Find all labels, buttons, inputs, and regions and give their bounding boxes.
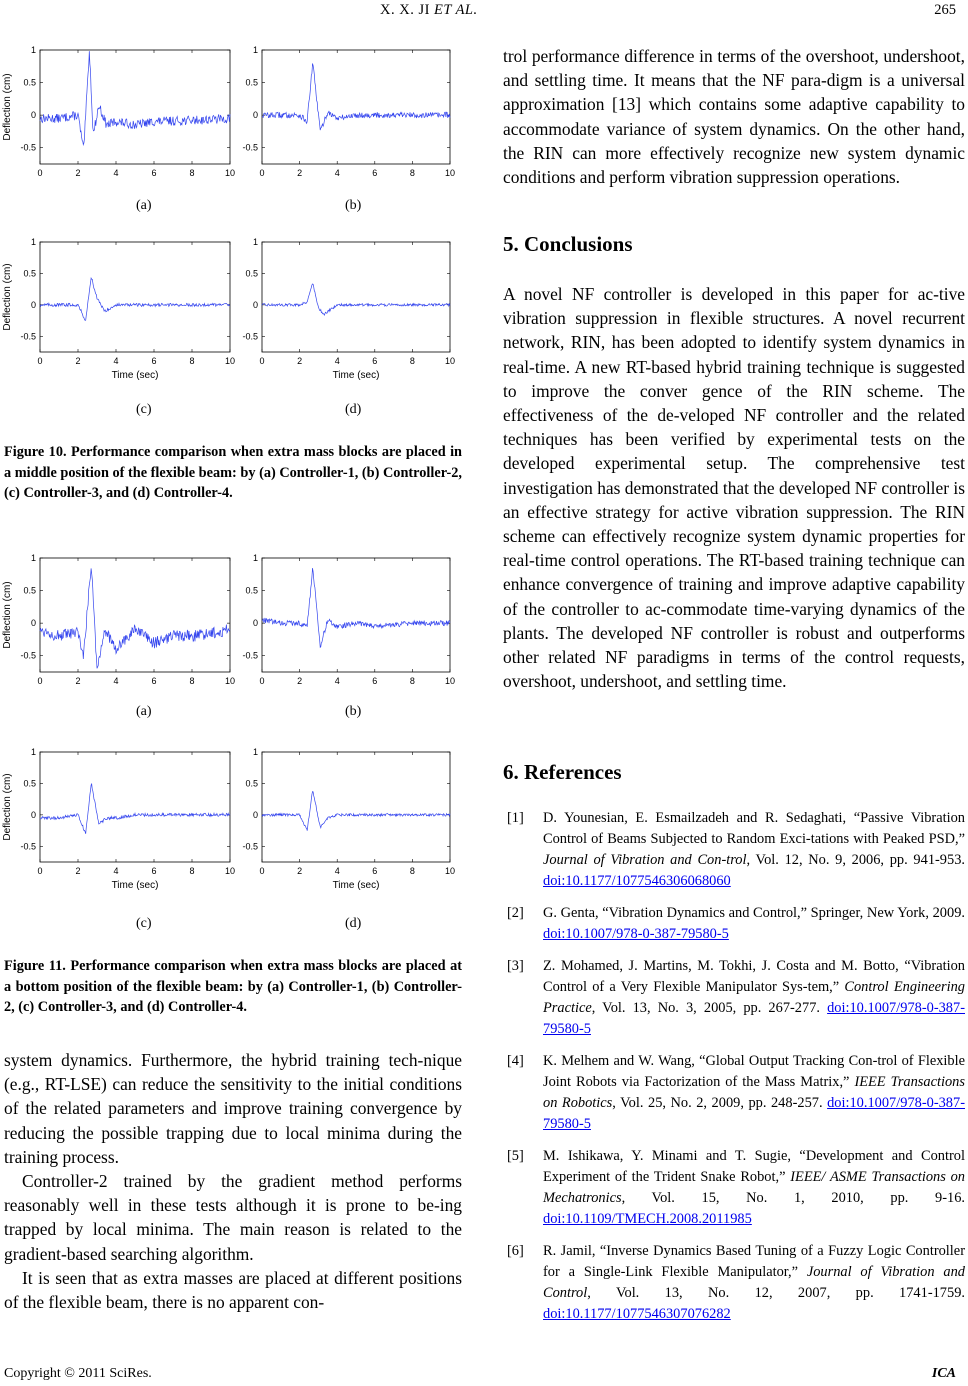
plot-canvas [0, 742, 240, 900]
x-tick-label: 0 [259, 168, 265, 178]
x-tick-label: 4 [334, 356, 340, 366]
y-tick-label: -0.5 [20, 650, 36, 661]
reference-text: K. Melhem and W. Wang, “Global Output Tracking Con-trol of Flexible Joint Robots via Factorization of the Mass Matrix,” [543, 1053, 965, 1090]
series-line [262, 792, 450, 831]
x-tick-label: 4 [113, 866, 119, 876]
plot-canvas [0, 232, 240, 390]
x-tick-label: 6 [372, 168, 378, 178]
series-line [262, 64, 450, 131]
plot-canvas [236, 40, 462, 190]
y-tick-label: 1 [30, 45, 36, 55]
reference-details: , Vol. 13, No. 3, 2005, pp. 267-277. [591, 1000, 828, 1016]
x-tick-label: 6 [372, 866, 378, 876]
x-tick-label: 2 [75, 676, 81, 686]
reference-doi-link[interactable]: doi:10.1177/1077546306068060 [543, 873, 731, 889]
reference-details: , Vol. 25, No. 2, 2009, pp. 248-257. [612, 1095, 828, 1111]
journal-abbreviation: ICA [931, 1366, 956, 1381]
x-tick-label: 0 [259, 676, 265, 686]
y-tick-label: 1 [252, 45, 258, 55]
page-number: 265 [934, 2, 956, 18]
x-tick-label: 10 [224, 356, 236, 366]
plot-frame [262, 242, 450, 352]
series-line [40, 51, 230, 144]
plot-frame [262, 50, 450, 164]
figure11-label-b: (b) [345, 704, 362, 719]
x-tick-label: 6 [151, 866, 157, 876]
reference-journal: Control Engineering Practice [543, 979, 965, 1016]
y-tick-label: -0.5 [20, 331, 36, 342]
reference-doi-link[interactable]: doi:10.1007/978-0-387-79580-5 [543, 1095, 965, 1132]
x-tick-label: 4 [334, 866, 340, 876]
reference-item [503, 808, 965, 892]
y-tick-label: 1 [30, 553, 36, 563]
x-tick-label: 8 [189, 356, 195, 366]
reference-text: D. Younesian, E. Esmailzadeh and R. Sedaghati, “Passive Vibration Control of Beams Subjected to Random Exci-tations with Peaked PSD,” [543, 810, 965, 847]
x-tick-label: 6 [372, 676, 378, 686]
x-tick-label: 0 [37, 866, 43, 876]
right-body-top [503, 44, 965, 189]
x-tick-label: 0 [259, 866, 265, 876]
y-tick-label: 1 [30, 747, 36, 757]
y-tick-label: 1 [30, 237, 36, 247]
x-tick-label: 8 [189, 676, 195, 686]
plot-frame [262, 752, 450, 862]
y-axis-label: Deflection (cm) [2, 773, 13, 841]
plot-canvas [236, 742, 462, 900]
x-tick-label: 4 [334, 676, 340, 686]
plot-frame [40, 558, 230, 672]
x-tick-label: 10 [224, 168, 236, 178]
y-tick-label: 0.5 [245, 778, 258, 789]
reference-number: [1] [507, 810, 524, 826]
y-tick-label: 0.5 [245, 268, 258, 279]
y-tick-label: -0.5 [242, 841, 258, 852]
figure10-plot-d [236, 232, 462, 390]
figure10-plot-c [0, 232, 240, 390]
reference-text: M. Ishikawa, Y. Minami and T. Sugie, “Development and Control Experiment of the Trident Snake Robot,” [543, 1148, 965, 1185]
reference-item [503, 1051, 965, 1135]
y-tick-label: 0.5 [23, 77, 36, 88]
reference-doi-link[interactable]: doi:10.1109/TMECH.2008.2011985 [543, 1211, 752, 1227]
reference-text: G. Genta, “Vibration Dynamics and Control,” Springer, New York, 2009. [543, 905, 965, 921]
reference-doi-link[interactable]: doi:10.1007/978-0-387-79580-5 [543, 926, 729, 942]
x-tick-label: 10 [224, 676, 236, 686]
reference-item [503, 1146, 965, 1230]
reference-journal: Journal of Vibration and Con-trol [543, 852, 747, 868]
running-head-etal: ET AL. [434, 2, 478, 18]
x-tick-label: 0 [37, 168, 43, 178]
x-tick-label: 2 [297, 866, 303, 876]
figure11-plot-c [0, 742, 240, 900]
reference-details: , Vol. 13, No. 12, 2007, pp. 1741-1759. [587, 1285, 965, 1301]
y-tick-label: 0 [252, 110, 258, 121]
plot-frame [40, 752, 230, 862]
x-tick-label: 10 [444, 676, 456, 686]
x-tick-label: 2 [75, 866, 81, 876]
x-tick-label: 2 [297, 676, 303, 686]
reference-number: [4] [507, 1053, 524, 1069]
y-tick-label: 0 [30, 618, 36, 629]
y-tick-label: 0 [252, 618, 258, 629]
y-tick-label: -0.5 [20, 841, 36, 852]
references-heading: 6. References [503, 760, 622, 784]
reference-item [503, 1241, 965, 1325]
series-line [40, 568, 230, 668]
x-tick-label: 0 [37, 356, 43, 366]
x-axis-label: Time (sec) [332, 370, 380, 381]
x-axis-label: Time (sec) [111, 880, 159, 891]
figure11-plot-d [236, 742, 462, 900]
reference-item [503, 956, 965, 1040]
x-tick-label: 0 [37, 676, 43, 686]
figure11-plot-a [0, 548, 240, 698]
x-tick-label: 8 [189, 866, 195, 876]
references-list [503, 808, 965, 1336]
figure10-label-d: (d) [345, 402, 362, 417]
conclusions-text-block [503, 282, 965, 693]
figure11-label-c: (c) [136, 916, 152, 931]
figure11-caption: Figure 11. Performance comparison when extra mass blocks are placed at a bottom position of the flexible beam: by (a) Controller-1, (b) Controller-2, (c) Controller-3, and (d) Controller-4. [4, 958, 462, 1015]
plot-canvas [236, 232, 462, 390]
reference-details: , Vol. 12, No. 9, 2006, pp. 941-953. [746, 852, 965, 868]
y-tick-label: 0 [30, 299, 36, 310]
y-tick-label: 0 [30, 809, 36, 820]
x-tick-label: 10 [444, 168, 456, 178]
series-line [262, 568, 450, 647]
series-line [40, 278, 230, 320]
page-header [0, 2, 968, 24]
y-axis-label: Deflection (cm) [2, 73, 13, 141]
reference-journal: Journal of Vibration and Control [543, 1264, 965, 1301]
x-tick-label: 10 [444, 866, 456, 876]
x-tick-label: 2 [75, 168, 81, 178]
x-tick-label: 4 [113, 356, 119, 366]
figure10-plot-b [236, 40, 462, 190]
x-tick-label: 4 [113, 168, 119, 178]
figure10-label-c: (c) [136, 402, 152, 417]
y-tick-label: 0.5 [245, 585, 258, 596]
figure10-label-a: (a) [136, 198, 152, 213]
figure11-label-a: (a) [136, 704, 152, 719]
figure11-label-d: (d) [345, 916, 362, 931]
x-tick-label: 8 [409, 676, 415, 686]
x-tick-label: 2 [297, 356, 303, 366]
x-tick-label: 8 [409, 356, 415, 366]
y-tick-label: 0 [252, 809, 258, 820]
figure11-plot-b [236, 548, 462, 698]
left-body-text [4, 1048, 462, 1314]
conclusions-heading: 5. Conclusions [503, 232, 633, 256]
right-paragraph-1: trol performance difference in terms of the overshoot, undershoot, and settling time. It means that the NF para-digm is a universal approximation [13] which contains some adaptive capability to accommodate variance of system dynamics. On the other hand, the RIN can more effectively recognize new system dynamic conditions and perform vibration suppression operations. [503, 46, 965, 188]
reference-doi-link[interactable]: doi:10.1007/978-0-387-79580-5 [543, 1000, 965, 1037]
figure10-plot-a [0, 40, 240, 190]
left-paragraph-2: Controller-2 trained by the gradient method performs reasonably well in these tests although it is prone to be-ing trapped by local minima. The main reason is related to the gradient-based searching algorithm. [4, 1171, 462, 1264]
y-axis-label: Deflection (cm) [2, 263, 13, 331]
y-tick-label: -0.5 [20, 142, 36, 153]
x-tick-label: 6 [372, 356, 378, 366]
reference-number: [6] [507, 1243, 524, 1259]
y-tick-label: 0.5 [23, 268, 36, 279]
left-paragraph-3: It is seen that as extra masses are placed at different positions of the flexible beam, there is no apparent con- [4, 1267, 462, 1313]
left-paragraph-1: system dynamics. Furthermore, the hybrid training tech-nique (e.g., RT-LSE) can reduce the sensitivity to the initial conditions of the related parameters and improve training convergence by reducing the possible trapping due to local minima during the training process. [4, 1050, 462, 1167]
copyright-notice: Copyright © 2011 SciRes. [4, 1366, 152, 1381]
series-line [262, 284, 450, 315]
x-tick-label: 8 [409, 866, 415, 876]
reference-number: [5] [507, 1148, 524, 1164]
y-tick-label: 1 [252, 237, 258, 247]
running-head-names: X. X. JI [380, 2, 430, 18]
plot-frame [262, 558, 450, 672]
x-axis-label: Time (sec) [332, 880, 380, 891]
figure10-label-b: (b) [345, 198, 362, 213]
reference-journal: IEEE Transactions on Robotics [543, 1074, 965, 1111]
x-tick-label: 4 [334, 168, 340, 178]
y-axis-label: Deflection (cm) [2, 581, 13, 649]
plot-canvas [0, 548, 240, 698]
x-tick-label: 2 [297, 168, 303, 178]
x-tick-label: 10 [224, 866, 236, 876]
reference-item [503, 903, 965, 945]
y-tick-label: -0.5 [242, 142, 258, 153]
figure10-caption: Figure 10. Performance comparison when extra mass blocks are placed in a middle position of the flexible beam: by (a) Controller-1, (b) Controller-2, (c) Controller-3, and (d) Controller-4. [4, 444, 462, 501]
plot-frame [40, 50, 230, 164]
reference-details: , Vol. 15, No. 1, 2010, pp. 9-16. [621, 1190, 965, 1206]
reference-text: R. Jamil, “Inverse Dynamics Based Tuning of a Fuzzy Logic Controller for a Single-Link Flexible Manipulator,” [543, 1243, 965, 1280]
y-tick-label: 0.5 [23, 778, 36, 789]
reference-number: [3] [507, 958, 524, 974]
x-tick-label: 8 [409, 168, 415, 178]
x-tick-label: 4 [113, 676, 119, 686]
x-tick-label: 6 [151, 676, 157, 686]
reference-text: Z. Mohamed, J. Martins, M. Tokhi, J. Costa and M. Botto, “Vibration Control of a Very Flexible Manipulator Sys-tem,” [543, 958, 965, 995]
x-tick-label: 10 [444, 356, 456, 366]
y-tick-label: 0 [252, 299, 258, 310]
y-tick-label: 0.5 [23, 585, 36, 596]
plot-frame [40, 242, 230, 352]
y-tick-label: 1 [252, 553, 258, 563]
reference-number: [2] [507, 905, 524, 921]
y-tick-label: 1 [252, 747, 258, 757]
reference-journal: IEEE/ ASME Transactions on Mechatronics [543, 1169, 966, 1206]
x-tick-label: 2 [75, 356, 81, 366]
x-tick-label: 8 [189, 168, 195, 178]
plot-canvas [0, 40, 240, 190]
running-head [380, 2, 478, 19]
y-tick-label: 0.5 [245, 77, 258, 88]
y-tick-label: -0.5 [242, 331, 258, 342]
x-tick-label: 6 [151, 168, 157, 178]
x-axis-label: Time (sec) [111, 370, 159, 381]
y-tick-label: 0 [30, 110, 36, 121]
conclusions-paragraph: A novel NF controller is developed in this paper for ac-tive vibration suppression in flexible structures. A novel recurrent network, RIN, has been adopted to identify system dynamics in real-time. A new RT-based hybrid training technique is suggested to improve the conver gence of the RIN scheme. The effectiveness of the de-veloped NF controller and the related techniques has been verified by experimental tests on the developed experimental setup. The comprehensive test investigation has demonstrated that the developed NF controller is an effective strategy for active vibration suppression. The RIN scheme can effectively recognize system dynamic properties for real-time control operations. The RT-based training technique can enhance convergence of training and improve adaptive capability of the controller to ac-commodate time-varying dynamics of the plants. The developed NF controller is robust and outperforms other related NF paradigms in terms of the control requests, overshoot, undershoot, and settling time. [503, 284, 965, 692]
x-tick-label: 0 [259, 356, 265, 366]
plot-canvas [236, 548, 462, 698]
series-line [40, 784, 230, 834]
y-tick-label: -0.5 [242, 650, 258, 661]
x-tick-label: 6 [151, 356, 157, 366]
reference-doi-link[interactable]: doi:10.1177/1077546307076282 [543, 1306, 731, 1322]
